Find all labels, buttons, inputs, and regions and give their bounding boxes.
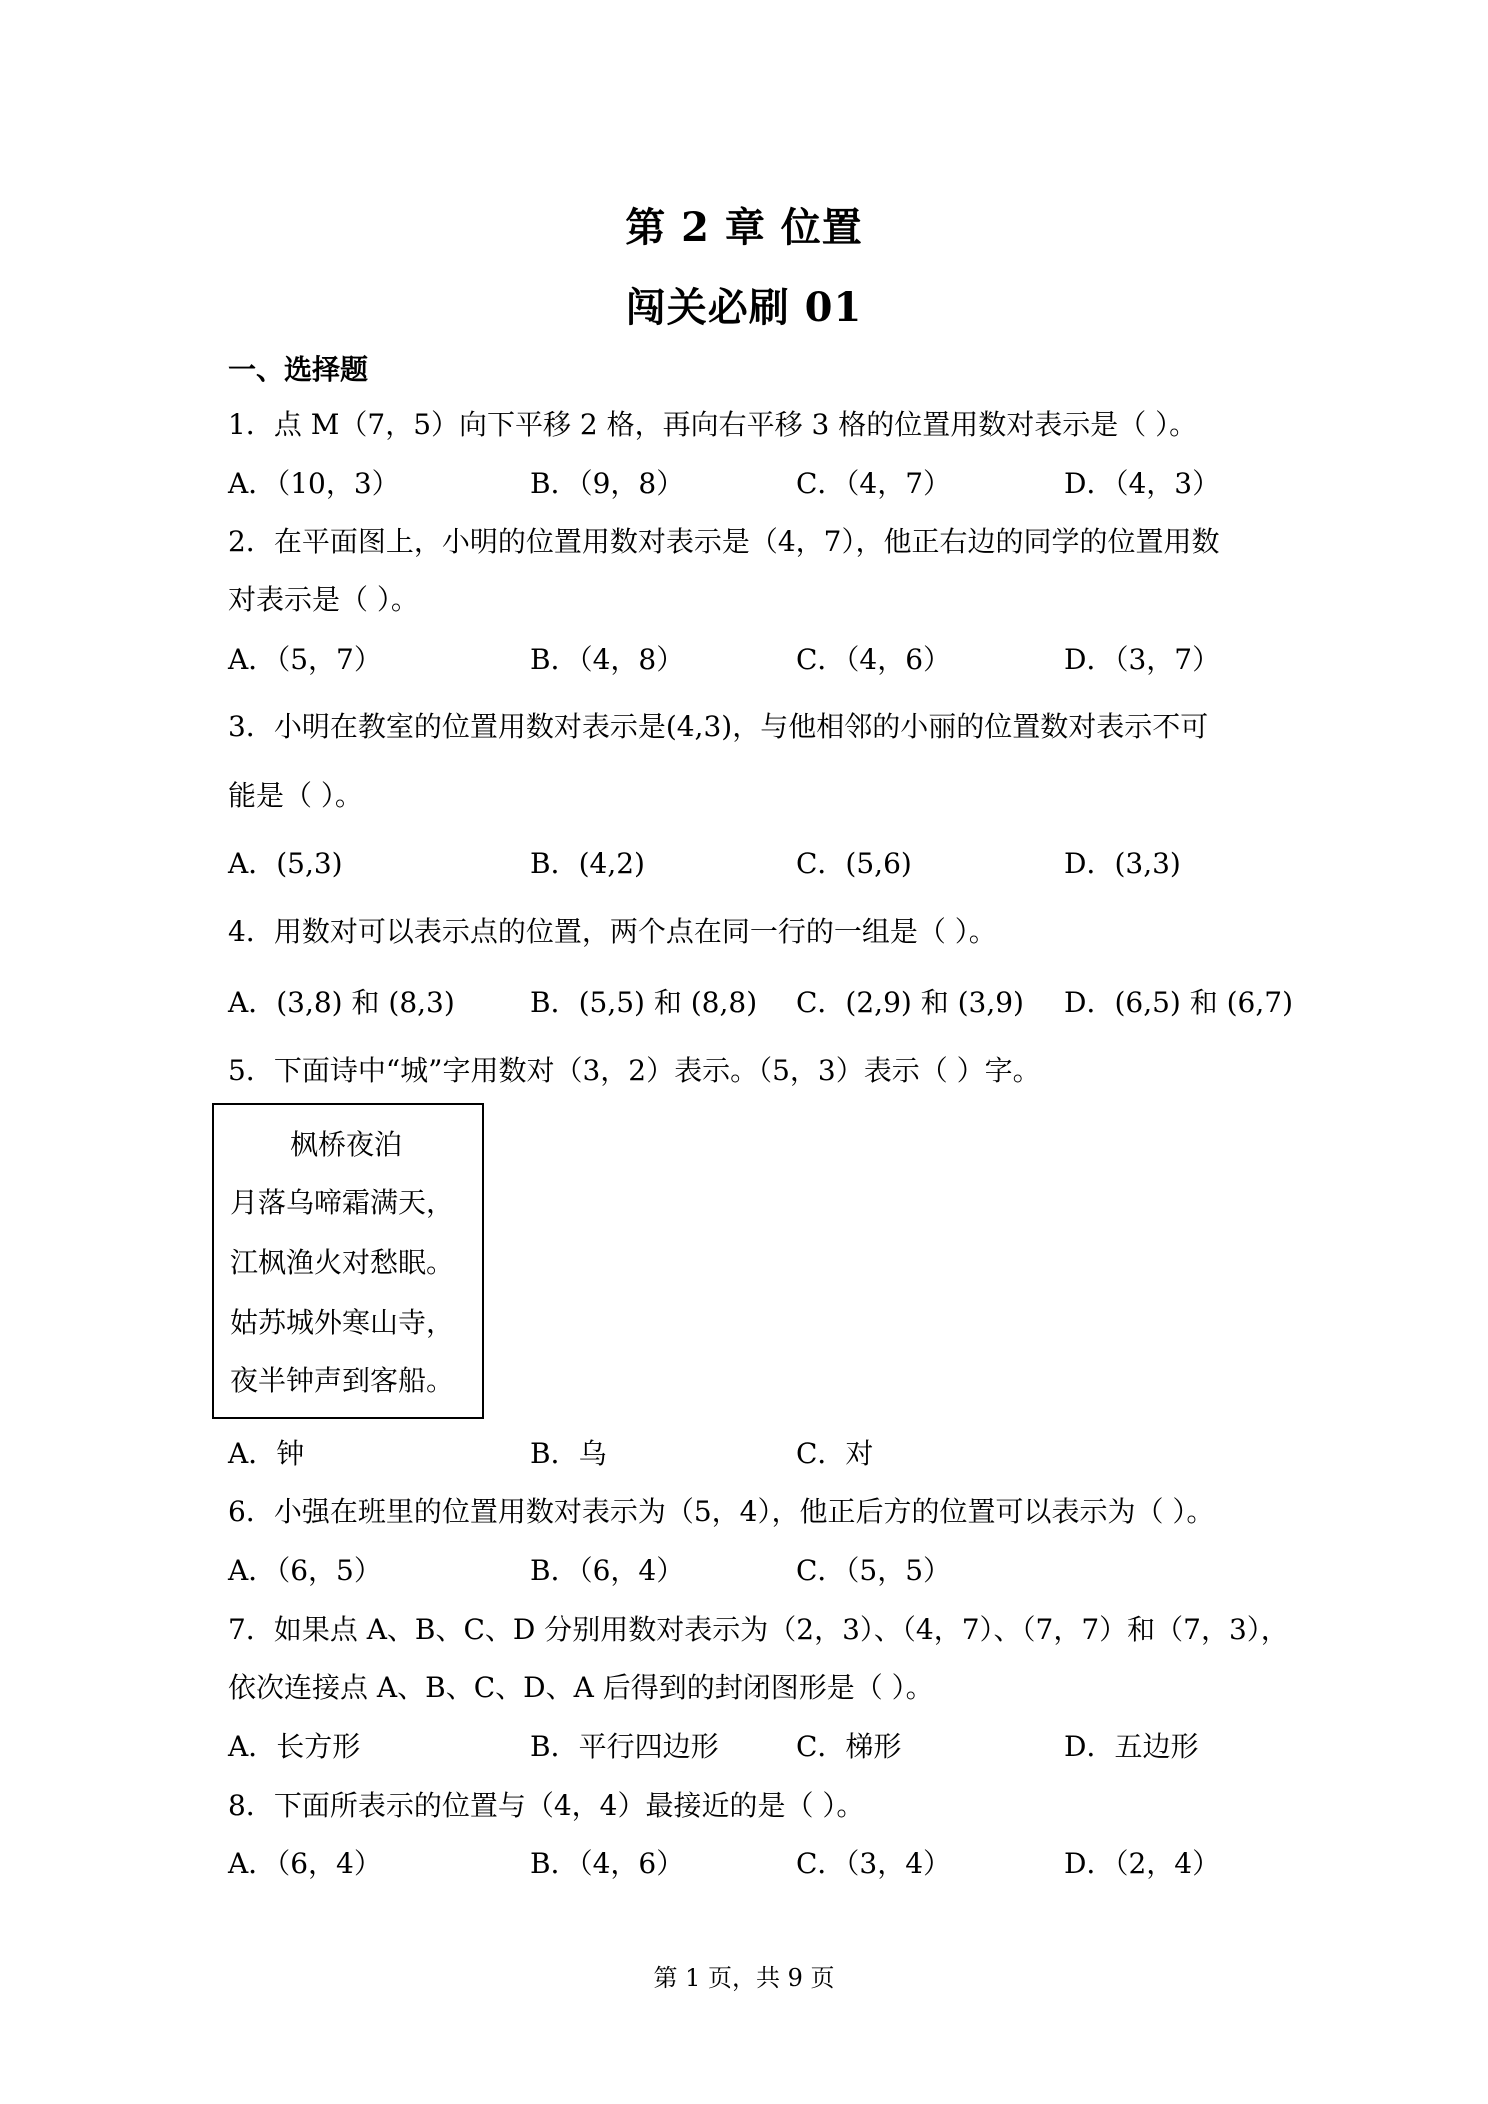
question-8-option-a: A．（6，4） [228, 1847, 382, 1880]
question-6-option-b: B．（6，4） [530, 1554, 685, 1587]
question-5-option-b: B．乌 [530, 1437, 607, 1470]
question-8-option-c: C．（3，4） [796, 1847, 952, 1880]
question-2-option-a: A．（5，7） [228, 643, 382, 676]
question-2-option-d: D．（3，7） [1064, 643, 1221, 676]
poem-line-3: 姑苏城外寒山寺， [230, 1306, 455, 1339]
question-7-option-b: B．平行四边形 [530, 1730, 719, 1763]
poem-title: 枫桥夜泊 [290, 1128, 403, 1161]
question-1-option-c: C．（4，7） [796, 467, 952, 500]
question-3-line-1: 3．小明在教室的位置用数对表示是(4,3)，与他相邻的小丽的位置数对表示不可 [228, 710, 1209, 743]
poem-line-2: 江枫渔火对愁眠。 [230, 1246, 455, 1279]
question-3-option-b: B．(4,2) [530, 847, 645, 880]
page-footer: 第 1 页，共 9 页 [653, 1964, 835, 1992]
question-2-option-b: B．（4，8） [530, 643, 685, 676]
question-3-option-c: C．(5,6) [796, 847, 912, 880]
question-8-option-b: B．（4，6） [530, 1847, 685, 1880]
question-7-option-a: A．长方形 [228, 1730, 361, 1763]
question-5-line-1: 5．下面诗中“城”字用数对（3，2）表示。（5，3）表示（ ）字。 [228, 1054, 1041, 1087]
poem-box [212, 1103, 484, 1419]
poem-line-4: 夜半钟声到客船。 [230, 1364, 455, 1397]
question-4-option-d: D．(6,5) 和 (6,7) [1064, 986, 1294, 1019]
question-2-line-1: 2．在平面图上，小明的位置用数对表示是（4，7），他正右边的同学的位置用数 [228, 525, 1220, 558]
section-title: 一、选择题 [228, 353, 369, 386]
question-2-line-2: 对表示是（ ）。 [228, 583, 419, 616]
poem-line-1: 月落乌啼霜满天， [230, 1186, 455, 1219]
question-4-option-b: B．(5,5) 和 (8,8) [530, 986, 758, 1019]
question-1-option-b: B．（9，8） [530, 467, 685, 500]
question-1-line-1: 1．点 M（7，5）向下平移 2 格，再向右平移 3 格的位置用数对表示是（ ）。 [228, 408, 1198, 441]
question-8-line-1: 8．下面所表示的位置与（4，4）最接近的是（ ）。 [228, 1789, 865, 1822]
question-7-line-1: 7．如果点 A、B、C、D 分别用数对表示为（2，3）、（4，7）、（7，7）和（7，3）， [228, 1613, 1289, 1646]
question-4-option-a: A．(3,8) 和 (8,3) [228, 986, 455, 1019]
question-3-option-d: D．(3,3) [1064, 847, 1181, 880]
question-8-option-d: D．（2，4） [1064, 1847, 1221, 1880]
question-4-line-1: 4．用数对可以表示点的位置，两个点在同一行的一组是（ ）。 [228, 915, 997, 948]
question-6-line-1: 6．小强在班里的位置用数对表示为（5，4），他正后方的位置可以表示为（ ）。 [228, 1495, 1215, 1528]
chapter-title: 第 2 章 位置 [625, 204, 863, 251]
question-1-option-a: A．（10，3） [228, 467, 400, 500]
question-1-option-d: D．（4，3） [1064, 467, 1221, 500]
question-6-option-c: C．（5，5） [796, 1554, 952, 1587]
question-5-option-a: A．钟 [228, 1437, 305, 1470]
question-7-option-c: C．梯形 [796, 1730, 902, 1763]
question-4-option-c: C．(2,9) 和 (3,9) [796, 986, 1024, 1019]
question-3-option-a: A．(5,3) [228, 847, 343, 880]
question-6-option-a: A．（6，5） [228, 1554, 382, 1587]
question-2-option-c: C．（4，6） [796, 643, 952, 676]
question-3-line-2: 能是（ ）。 [228, 779, 363, 812]
question-7-line-2: 依次连接点 A、B、C、D、A 后得到的封闭图形是（ ）。 [228, 1671, 934, 1704]
question-5-option-c: C．对 [796, 1437, 874, 1470]
question-7-option-d: D．五边形 [1064, 1730, 1199, 1763]
page-subtitle: 闯关必刷 01 [625, 284, 863, 331]
